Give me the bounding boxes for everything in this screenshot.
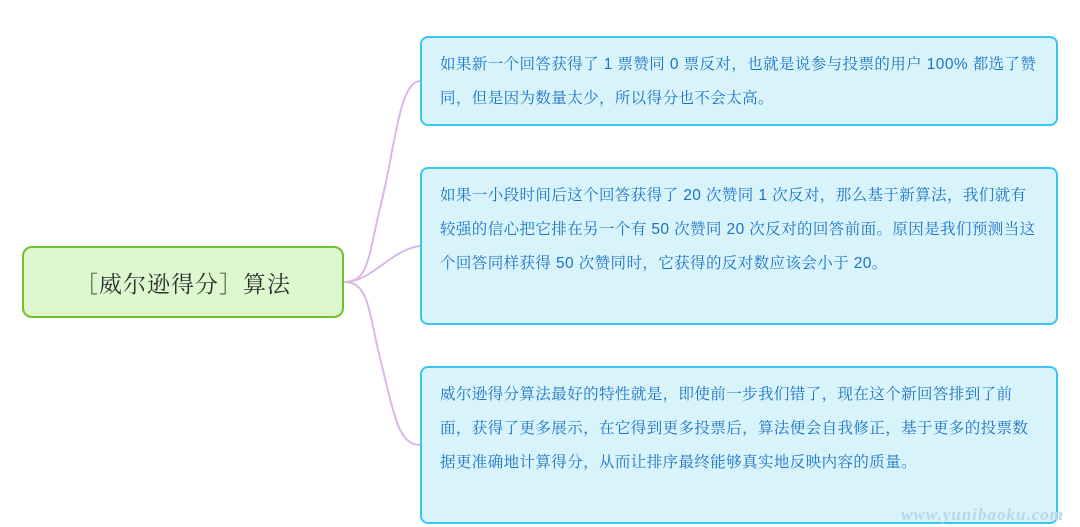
branch-node-2[interactable] [420, 167, 1058, 325]
branch-node-3[interactable] [420, 366, 1058, 524]
root-node-label: ［威尔逊得分］算法 [75, 270, 291, 297]
connector-line-3 [344, 282, 420, 445]
branch-node-1-text: 如果新一个回答获得了 1 票赞同 0 票反对，也就是说参与投票的用户 100% 都选了赞同，但是因为数量太少，所以得分也不会太高。 [440, 56, 1037, 107]
watermark: www.yunibaoku.com [901, 505, 1064, 524]
root-node[interactable] [22, 246, 344, 318]
branch-node-1[interactable] [420, 36, 1058, 126]
branch-node-3-text: 威尔逊得分算法最好的特性就是，即使前一步我们错了，现在这个新回答排到了前面，获得了更多展示，在它得到更多投票后，算法便会自我修正，基于更多的投票数据更准确地计算得分，从而让排序最终能够真实地反映内容的质量。 [440, 386, 1029, 471]
connector-line-1 [344, 81, 420, 282]
branch-node-2-text: 如果一小段时间后这个回答获得了 20 次赞同 1 次反对，那么基于新算法，我们就有较强的信心把它排在另一个有 50 次赞同 20 次反对的回答前面。原因是我们预测当这个回答同样获得 50 次赞同时，它获得的反对数应该会小于 20。 [440, 187, 1036, 272]
connector-line-2 [344, 246, 420, 282]
